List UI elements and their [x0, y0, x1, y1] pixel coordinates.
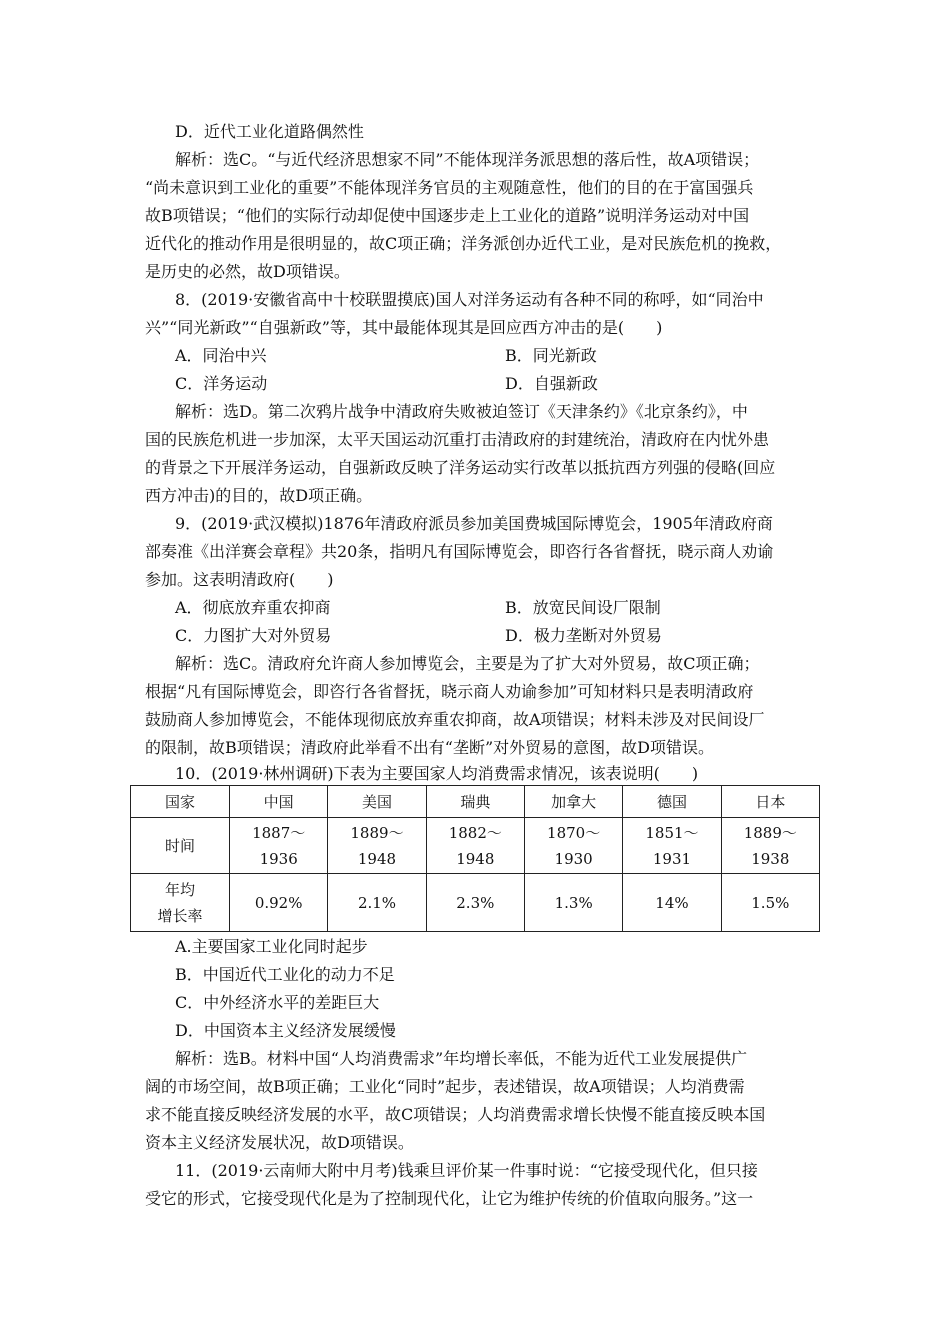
consumption-table: [130, 785, 820, 932]
table-cell-country: 中国: [230, 786, 328, 818]
q7-analysis-line: 是历史的必然，故D项错误。: [145, 262, 350, 281]
table-row-time: [131, 818, 820, 874]
table-row-rate: [131, 874, 820, 932]
table-cell-time: [524, 818, 622, 874]
q9-option-c: C．力图扩大对外贸易: [175, 626, 332, 645]
q10-option-d: D．中国资本主义经济发展缓慢: [175, 1021, 396, 1040]
header-rate-line: 年均: [164, 880, 195, 899]
q10-option-b: B．中国近代工业化的动力不足: [175, 965, 395, 984]
q8-option-d: D．自强新政: [505, 374, 598, 393]
q10-stem: 10．(2019·林州调研)下表为主要国家人均消费需求情况，该表说明( ): [175, 764, 699, 783]
time-start: 1887～: [252, 823, 306, 842]
table-cell-rate: 0.92%: [230, 874, 328, 932]
table-cell-rate: 1.5%: [721, 874, 819, 932]
time-end: 1948: [456, 849, 495, 868]
q7-option-d: D．近代工业化道路偶然性: [175, 122, 364, 141]
q10-analysis-line: 求不能直接反映经济发展的水平，故C项错误；人均消费需求增长快慢不能直接反映本国: [145, 1105, 766, 1124]
q8-option-b: B．同光新政: [505, 346, 597, 365]
time-end: 1948: [357, 849, 397, 868]
q8-stem-line: 兴”“同光新政”“自强新政”等，其中最能体现其是回应西方冲击的是( ): [145, 318, 663, 337]
q9-stem-line: 部奏准《出洋赛会章程》共20条，指明凡有国际博览会，即咨行各省督抚，晓示商人劝谕: [145, 542, 774, 561]
q10-analysis-line: 阔的市场空间，故B项正确；工业化“同时”起步，表述错误，故A项错误；人均消费需: [145, 1077, 745, 1096]
table-cell-time: [721, 818, 819, 874]
table-header-country: 国家: [131, 786, 230, 818]
q10-option-c: C．中外经济水平的差距巨大: [175, 993, 380, 1012]
table-cell-country: 日本: [721, 786, 819, 818]
time-start: 1851～: [645, 823, 699, 842]
time-end: 1938: [751, 849, 790, 868]
table-cell-country: 瑞典: [426, 786, 524, 818]
q9-option-a: A．彻底放弃重农抑商: [175, 598, 331, 617]
q8-analysis-line: 国的民族危机进一步加深，太平天国运动沉重打击清政府的封建统治，清政府在内忧外患: [145, 430, 770, 449]
table-cell-time: [230, 818, 328, 874]
time-start: 1889～: [350, 823, 404, 842]
q10-analysis-line: 解析：选B。材料中国“人均消费需求”年均增长率低，不能为近代工业发展提供广: [175, 1049, 748, 1068]
time-end: 1930: [554, 849, 593, 868]
time-end: 1936: [259, 849, 298, 868]
time-start: 1889～: [743, 823, 797, 842]
q8-analysis-line: 解析：选D。第二次鸦片战争中清政府失败被迫签订《天津条约》《北京条约》，中: [175, 402, 748, 421]
header-rate-line: 增长率: [157, 906, 203, 925]
q7-analysis-line: 解析：选C。“与近代经济思想家不同”不能体现洋务派思想的落后性，故A项错误；: [175, 150, 760, 169]
q9-analysis-line: 鼓励商人参加博览会，不能体现彻底放弃重农抑商，故A项错误；材料未涉及对民间设厂: [145, 710, 765, 729]
q9-option-d: D．极力垄断对外贸易: [505, 626, 662, 645]
q9-option-b: B．放宽民间设厂限制: [505, 598, 661, 617]
time-end: 1931: [652, 849, 692, 868]
q7-analysis-line: 故B项错误；“他们的实际行动却促使中国逐步走上工业化的道路”说明洋务运动对中国: [145, 206, 750, 225]
table-cell-rate: 2.3%: [426, 874, 524, 932]
table-cell-time: [623, 818, 721, 874]
q10-option-a: A.主要国家工业化同时起步: [175, 937, 368, 956]
table-cell-time: [328, 818, 426, 874]
table-header-rate: [131, 874, 230, 932]
q8-analysis-line: 西方冲击)的目的，故D项正确。: [145, 486, 373, 505]
q9-stem-line: 9．(2019·武汉模拟)1876年清政府派员参加美国费城国际博览会，1905年清政府商: [175, 514, 773, 533]
table-cell-rate: 14%: [623, 874, 721, 932]
table-cell-rate: 2.1%: [328, 874, 426, 932]
q9-analysis-line: 根据“凡有国际博览会，即咨行各省督抚，晓示商人劝谕参加”可知材料只是表明清政府: [145, 682, 754, 701]
table-row-country: [131, 786, 820, 818]
q8-option-c: C．洋务运动: [175, 374, 268, 393]
table-cell-country: 加拿大: [524, 786, 622, 818]
table-cell-rate: 1.3%: [524, 874, 622, 932]
q8-stem-line: 8．(2019·安徽省高中十校联盟摸底)国人对洋务运动有各种不同的称呼，如“同治中: [175, 290, 764, 309]
q7-analysis-line: “尚未意识到工业化的重要”不能体现洋务官员的主观随意性，他们的目的在于富国强兵: [145, 178, 754, 197]
q9-analysis-line: 解析：选C。清政府允许商人参加博览会，主要是为了扩大对外贸易，故C项正确；: [175, 654, 760, 673]
q11-stem-line: 受它的形式，它接受现代化是为了控制现代化，让它为维护传统的价值取向服务。”这一: [145, 1189, 754, 1208]
q9-analysis-line: 的限制，故B项错误；清政府此举看不出有“垄断”对外贸易的意图，故D项错误。: [145, 738, 714, 757]
time-start: 1870～: [547, 823, 601, 842]
table-header-time: 时间: [131, 818, 230, 874]
q9-stem-line: 参加。这表明清政府( ): [145, 570, 334, 589]
table-cell-country: 美国: [328, 786, 426, 818]
table-cell-country: 德国: [623, 786, 721, 818]
table-cell-time: [426, 818, 524, 874]
q8-analysis-line: 的背景之下开展洋务运动，自强新政反映了洋务运动实行改革以抵抗西方列强的侵略(回应: [145, 458, 776, 477]
q11-stem-line: 11．(2019·云南师大附中月考)钱乘旦评价某一件事时说：“它接受现代化，但只接: [175, 1161, 758, 1180]
q8-option-a: A．同治中兴: [175, 346, 267, 365]
time-start: 1882～: [448, 823, 502, 842]
q7-analysis-line: 近代化的推动作用是很明显的，故C项正确；洋务派创办近代工业，是对民族危机的挽救，: [145, 234, 782, 253]
q10-analysis-line: 资本主义经济发展状况，故D项错误。: [145, 1133, 414, 1152]
